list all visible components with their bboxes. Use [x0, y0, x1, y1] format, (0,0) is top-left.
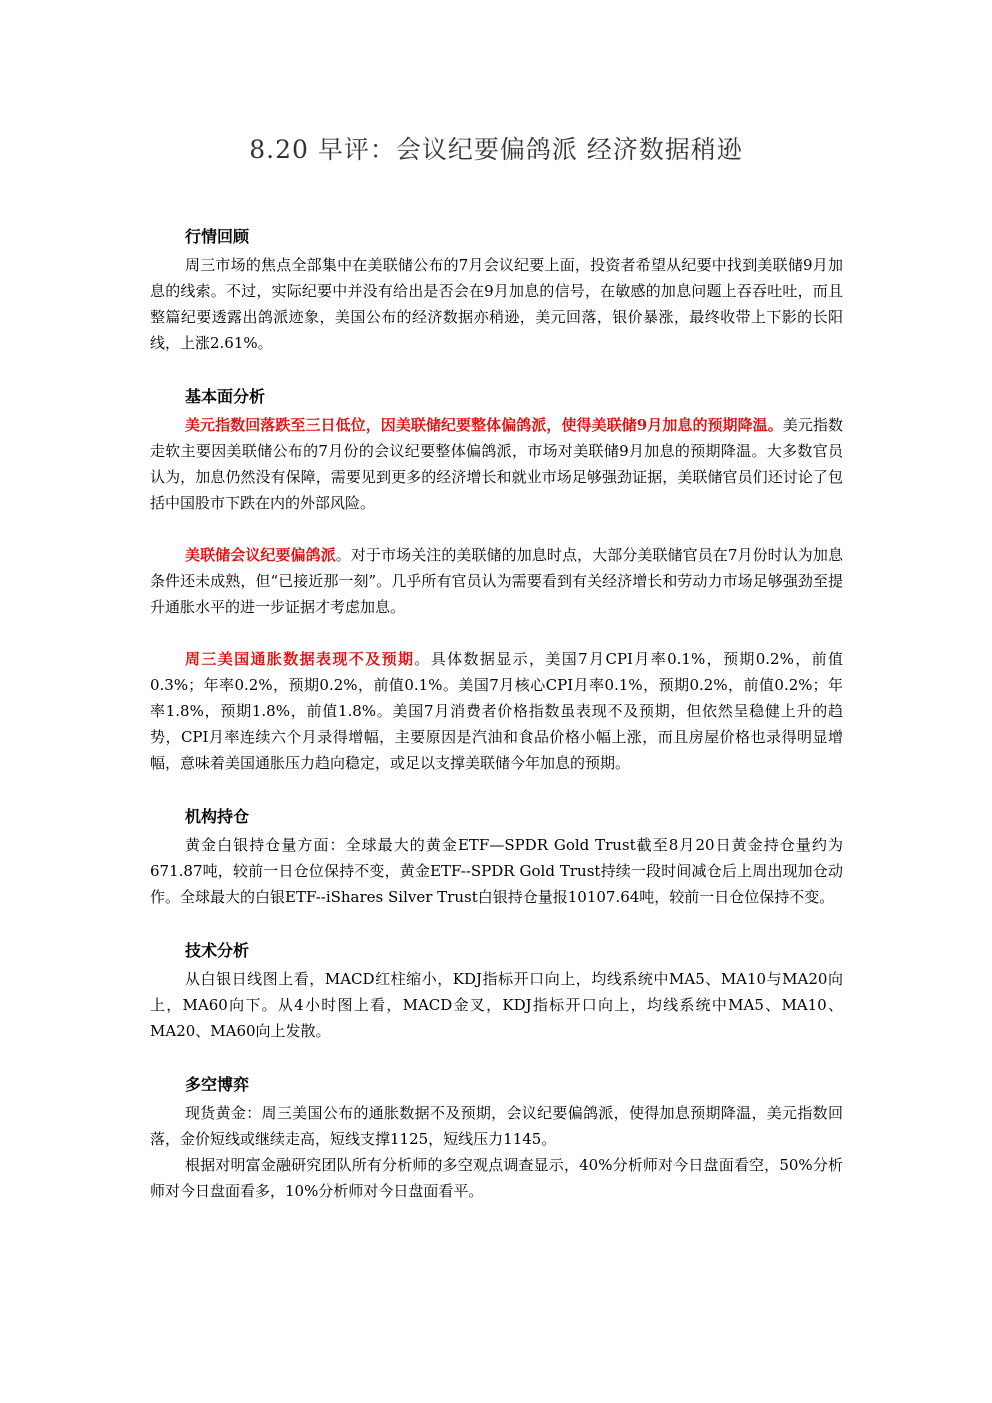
paragraph-lead: 美联储会议纪要偏鸽派 [185, 546, 336, 564]
section-institutional-holdings [150, 802, 843, 910]
section-fundamental-analysis [150, 382, 843, 776]
paragraph-lead: 周三美国通胀数据表现不及预期 [185, 650, 415, 668]
paragraph-text: 。对于市场关注的美联储的加息时点，大部分美联储官员在7月份时认为加息条件还未成熟，但“已接近那一刻”。几乎所有官员认为需要看到有关经济增长和劳动力市场足够强劲至提升通胀水平的进一步证据才考虑加息。 [150, 546, 843, 616]
paragraph [150, 646, 843, 776]
paragraph-text: 黄金白银持仓量方面：全球最大的黄金ETF—SPDR Gold Trust截至8月20日黄金持仓量约为671.87吨，较前一日仓位保持不变，黄金ETF--SPDR Gold Trust持续一段时间减仓后上周出现加仓动作。全球最大的白银ETF--iShares Silver Trust白银持仓量报10107.64吨，较前一日仓位保持不变。 [150, 836, 843, 906]
paragraph-text: 美元指数走软主要因美联储公布的7月份的会议纪要整体偏鸽派，市场对美联储9月加息的预期降温。大多数官员认为，加息仍然没有保障，需要见到更多的经济增长和就业市场足够强劲证据，美联储官员们还讨论了包括中国股市下跌在内的外部风险。 [150, 416, 843, 512]
section-heading: 多空博弈 [185, 1075, 250, 1094]
section-heading: 基本面分析 [185, 387, 266, 406]
document-title: 8.20 早评：会议纪要偏鸽派 经济数据稍逊 [249, 135, 743, 164]
paragraph [150, 966, 843, 1044]
section-technical-analysis [150, 936, 843, 1044]
paragraph-text: 根据对明富金融研究团队所有分析师的多空观点调查显示，40%分析师对今日盘面看空，50%分析师对今日盘面看多，10%分析师对今日盘面看平。 [150, 1156, 843, 1200]
document-body [150, 222, 843, 1204]
paragraph-text: 现货黄金：周三美国公布的通胀数据不及预期，会议纪要偏鸽派，使得加息预期降温，美元指数回落，金价短线或继续走高，短线支撑1125，短线压力1145。 [150, 1104, 843, 1148]
paragraph-lead: 美元指数回落跌至三日低位，因美联储纪要整体偏鸽派，使得美联储9月加息的预期降温。 [185, 416, 783, 434]
paragraph [150, 832, 843, 910]
paragraph [150, 542, 843, 620]
section-market-review [150, 222, 843, 356]
paragraph-text: 。具体数据显示，美国7月CPI月率0.1%，预期0.2%，前值0.3%；年率0.2%，预期0.2%，前值0.1%。美国7月核心CPI月率0.1%，预期0.2%，前值0.2%；年率1.8%，预期1.8%，前值1.8%。美国7月消费者价格指数虽表现不及预期，但依然呈稳健上升的趋势，CPI月率连续六个月录得增幅，主要原因是汽油和食品价格小幅上涨，而且房屋价格也录得明显增幅，意味着美国通胀压力趋向稳定，或足以支撑美联储今年加息的预期。 [150, 650, 843, 772]
section-heading: 行情回顾 [185, 227, 250, 246]
section-heading: 机构持仓 [185, 807, 250, 826]
paragraph-text: 周三市场的焦点全部集中在美联储公布的7月会议纪要上面，投资者希望从纪要中找到美联储9月加息的线索。不过，实际纪要中并没有给出是否会在9月加息的信号，在敏感的加息问题上吞吞吐吐，而且整篇纪要透露出鸽派迹象，美国公布的经济数据亦稍逊，美元回落，银价暴涨，最终收带上下影的长阳线，上涨2.61%。 [150, 256, 843, 352]
paragraph [150, 252, 843, 356]
paragraph [150, 412, 843, 516]
paragraph [150, 1100, 843, 1152]
section-heading: 技术分析 [185, 941, 250, 960]
section-bull-bear [150, 1070, 843, 1204]
paragraph-text: 从白银日线图上看，MACD红柱缩小，KDJ指标开口向上，均线系统中MA5、MA10与MA20向上，MA60向下。从4小时图上看，MACD金叉，KDJ指标开口向上，均线系统中MA5、MA10、MA20、MA60向上发散。 [150, 970, 843, 1040]
paragraph [150, 1152, 843, 1204]
